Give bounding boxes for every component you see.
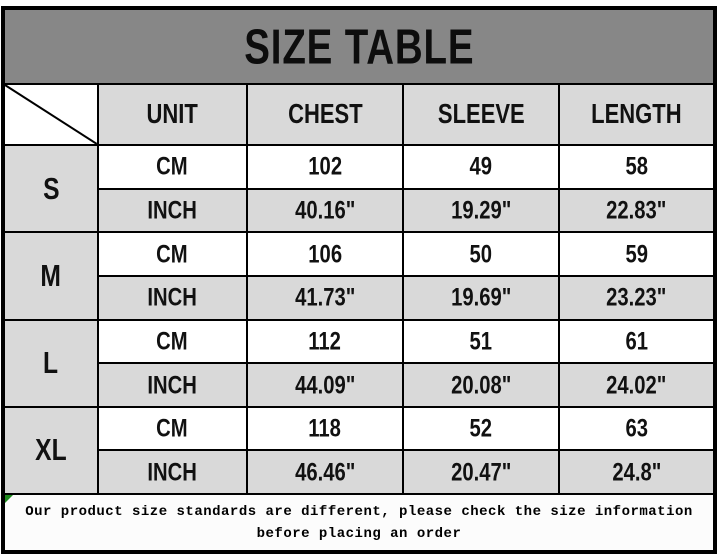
m-inch-length: 23.23" [559,276,714,320]
xl-inch-length: 24.8" [559,450,714,494]
xl-inch-sleeve: 20.47" [403,450,559,494]
xl-cm-sleeve: 52 [403,407,559,451]
s-cm-chest: 102 [247,145,403,189]
size-s-inch-row [4,189,714,233]
size-label-l: L [4,320,98,407]
size-l-inch-row [4,363,714,407]
m-inch-sleeve: 19.69" [403,276,559,320]
size-l-cm-row [4,320,714,364]
m-inch-chest: 41.73" [247,276,403,320]
column-header-sleeve: SLEEVE [403,84,559,145]
footer-row [4,494,714,551]
xl-inch-chest: 46.46" [247,450,403,494]
page-title-cell [4,9,714,84]
green-corner-marker-icon [5,495,13,503]
l-cm-sleeve: 51 [403,320,559,364]
column-header-chest: CHEST [247,84,403,145]
size-m-cm-row [4,232,714,276]
size-xl-cm-row [4,407,714,451]
m-cm-length: 59 [559,232,714,276]
s-inch-sleeve: 19.29" [403,189,559,233]
size-label-s: S [4,145,98,232]
footer-note-line2: before placing an order [256,525,462,542]
s-cm-length: 58 [559,145,714,189]
size-table [3,8,715,552]
diagonal-divider-icon [5,85,97,144]
m-cm-chest: 106 [247,232,403,276]
size-s-cm-row [4,145,714,189]
l-inch-sleeve: 20.08" [403,363,559,407]
column-header-length: LENGTH [559,84,714,145]
m-inch-unit: INCH [98,276,247,320]
size-label-xl: XL [4,407,98,494]
column-header-row [4,84,714,145]
l-cm-chest: 112 [247,320,403,364]
size-label-m: M [4,232,98,319]
l-cm-length: 61 [559,320,714,364]
xl-cm-chest: 118 [247,407,403,451]
corner-cell [4,84,98,145]
l-inch-chest: 44.09" [247,363,403,407]
footer-note-cell [4,494,714,551]
s-inch-chest: 40.16" [247,189,403,233]
l-cm-unit: CM [98,320,247,364]
l-inch-unit: INCH [98,363,247,407]
title-row [4,9,714,84]
footer-note-line1: Our product size standards are different, please check the size information [25,503,693,520]
m-cm-unit: CM [98,232,247,276]
s-cm-unit: CM [98,145,247,189]
page-title: SIZE TABLE [243,18,475,75]
m-cm-sleeve: 50 [403,232,559,276]
xl-cm-length: 63 [559,407,714,451]
xl-cm-unit: CM [98,407,247,451]
size-m-inch-row [4,276,714,320]
xl-inch-unit: INCH [98,450,247,494]
s-cm-sleeve: 49 [403,145,559,189]
s-inch-unit: INCH [98,189,247,233]
column-header-unit: UNIT [98,84,247,145]
s-inch-length: 22.83" [559,189,714,233]
size-xl-inch-row [4,450,714,494]
l-inch-length: 24.02" [559,363,714,407]
size-table-frame [1,6,717,554]
